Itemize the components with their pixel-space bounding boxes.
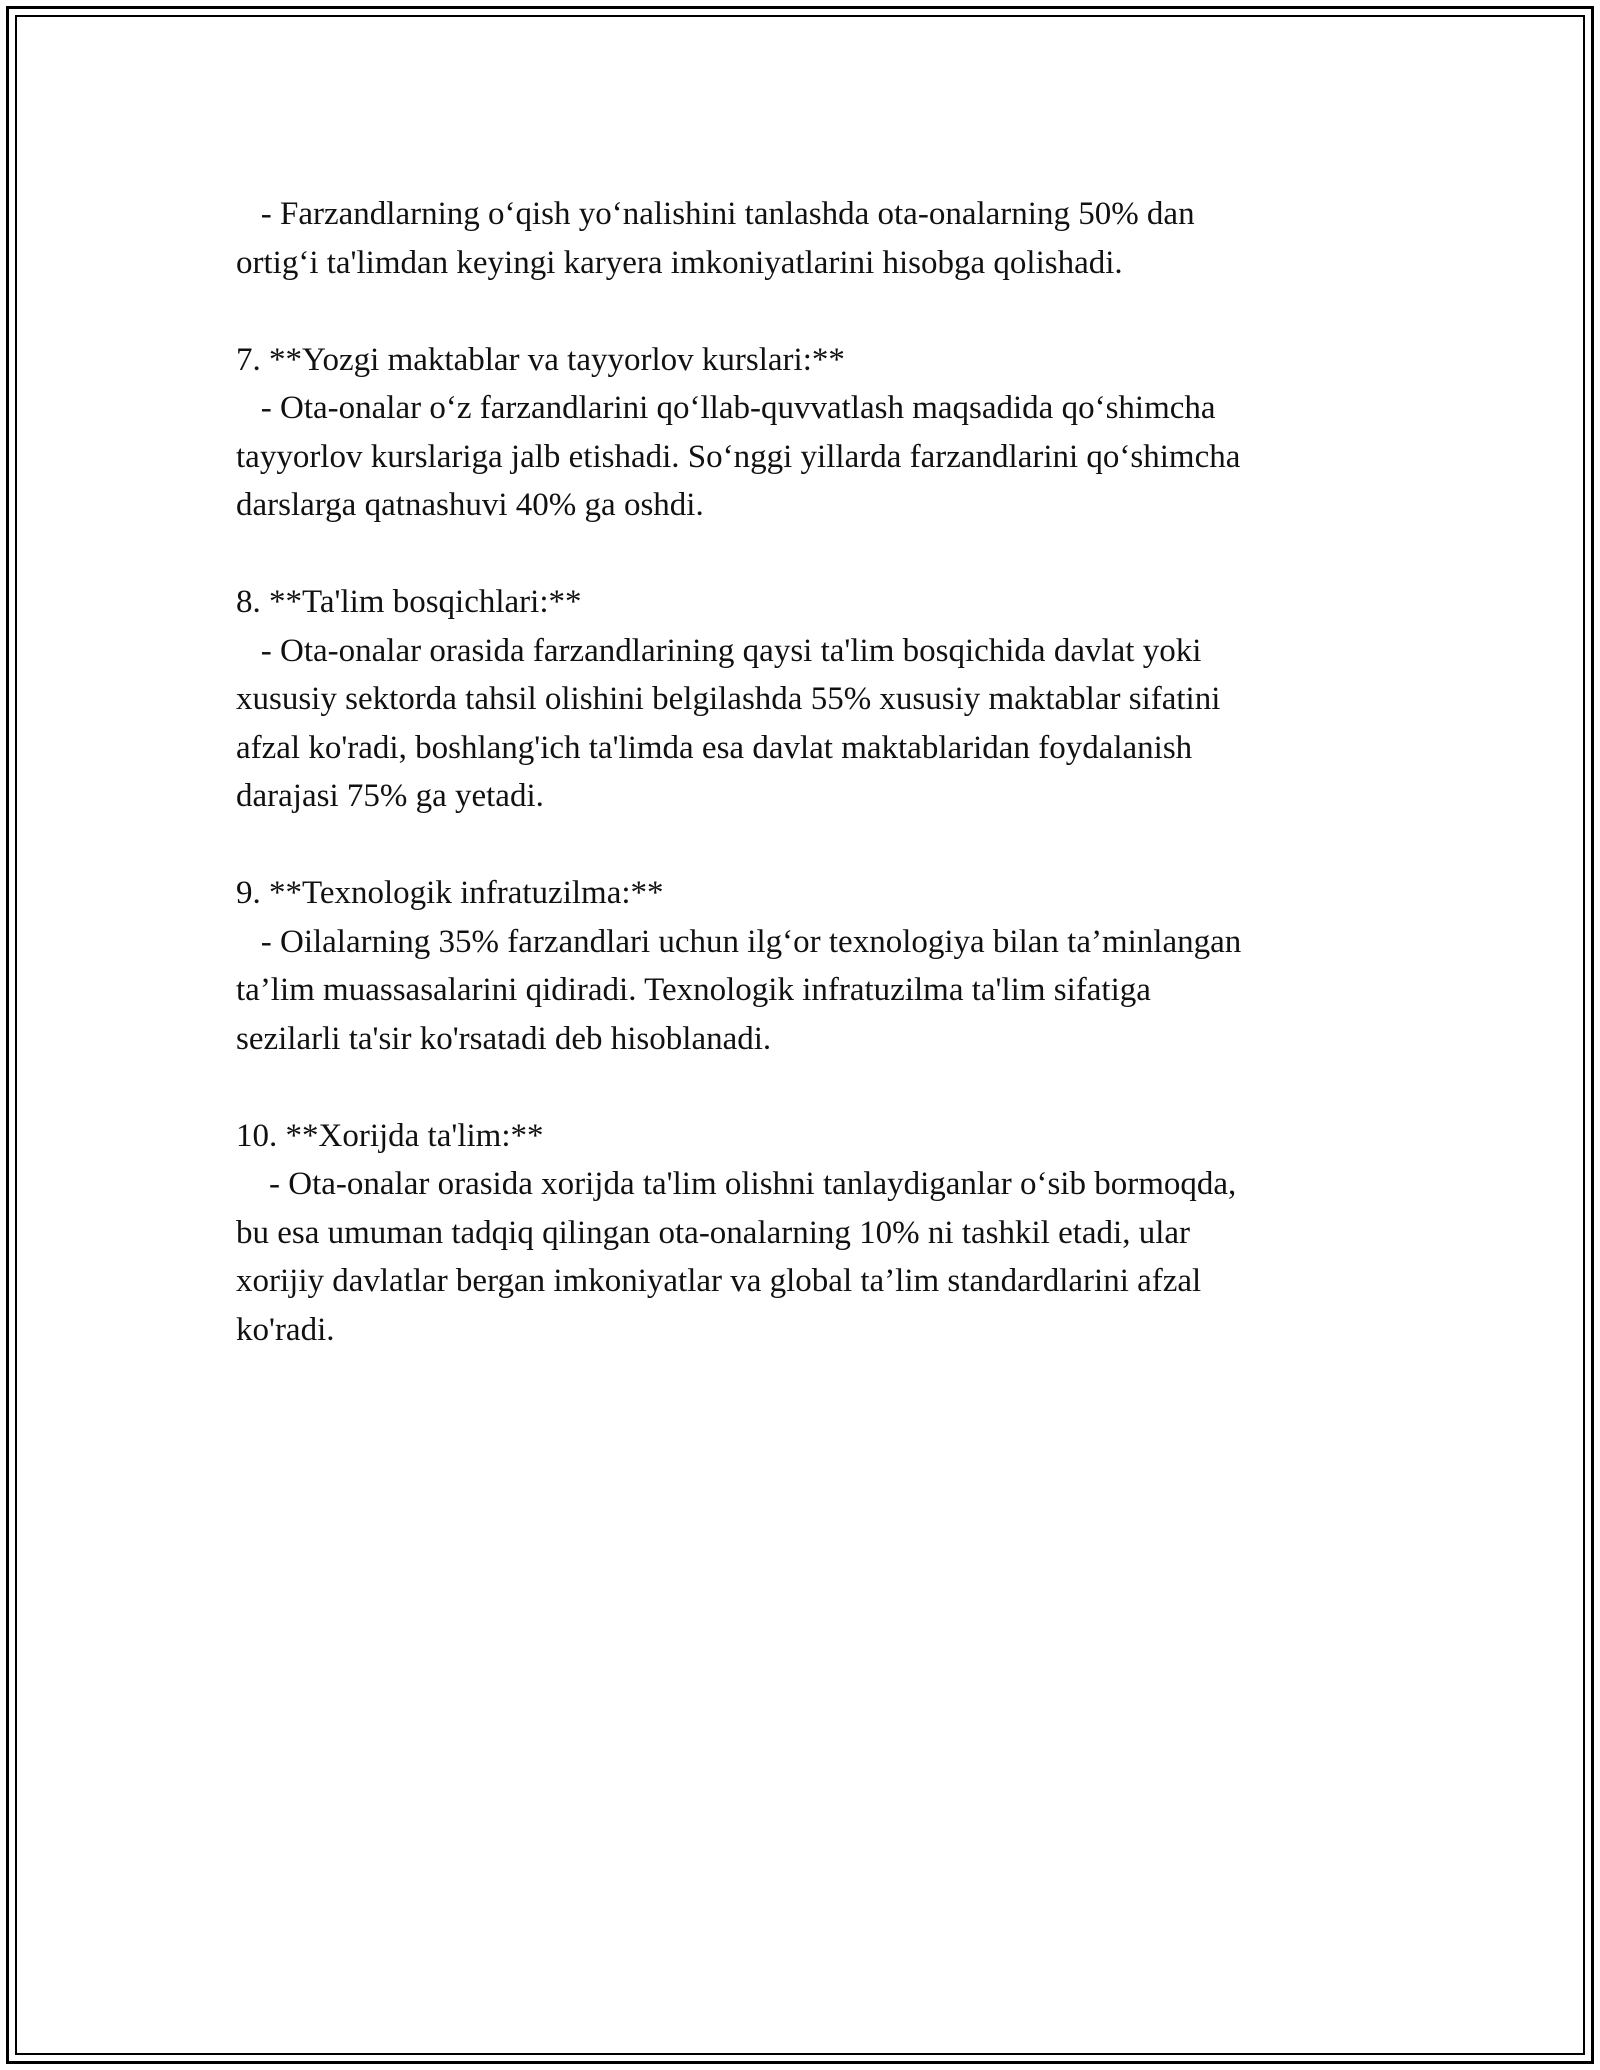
intro-bullet-line-1: - Farzandlarning o‘qish yo‘nalishini tanlashda ota-onalarning 50% dan: [236, 196, 1195, 232]
section-10-heading: 10. **Xorijda ta'lim:**: [236, 1117, 544, 1154]
section-7-line-2: tayyorlov kurslariga jalb etishadi. So‘nggi yillarda farzandlarini qo‘shimcha: [236, 438, 1241, 475]
section-10-line-3: xorijiy davlatlar bergan imkoniyatlar va global ta’lim standardlarini afzal: [236, 1263, 1202, 1299]
section-10-line-2: bu esa umuman tadqiq qilingan ota-onalarning 10% ni tashkil etadi, ular: [236, 1214, 1191, 1251]
section-9-line-2: ta’lim muassasalarini qidiradi. Texnologik infratuzilma ta'lim sifatiga: [236, 972, 1151, 1008]
section-8: [236, 578, 1416, 821]
section-8-heading: 8. **Ta'lim bosqichlari:**: [236, 584, 582, 620]
section-7: [236, 336, 1416, 530]
section-8-line-3: afzal ko'radi, boshlang'ich ta'limda esa davlat maktablaridan foydalanish: [236, 729, 1193, 766]
blank-line: [236, 530, 1416, 579]
section-7-line-1: - Ota-onalar o‘z farzandlarini qo‘llab-quvvatlash maqsadida qo‘shimcha: [236, 390, 1216, 426]
intro-bullet-block: [236, 190, 1416, 287]
section-9: [236, 869, 1416, 1063]
section-10-line-4: ko'radi.: [236, 1311, 335, 1348]
intro-bullet-line-2: ortig‘i ta'limdan keyingi karyera imkoniyatlarini hisobga qolishadi.: [236, 244, 1123, 281]
blank-line: [236, 821, 1416, 870]
section-10: [236, 1112, 1416, 1355]
document-body: [236, 190, 1416, 1354]
blank-line: [236, 287, 1416, 336]
section-7-heading: 7. **Yozgi maktablar va tayyorlov kurslari:**: [236, 341, 845, 378]
section-9-line-1: - Oilalarning 35% farzandlari uchun ilg‘or texnologiya bilan ta’minlangan: [236, 923, 1242, 960]
section-10-line-1: - Ota-onalar orasida xorijda ta'lim olishni tanlaydiganlar o‘sib bormoqda,: [236, 1166, 1237, 1202]
section-9-line-3: sezilarli ta'sir ko'rsatadi deb hisoblanadi.: [236, 1020, 772, 1057]
blank-line: [236, 1063, 1416, 1112]
section-9-heading: 9. **Texnologik infratuzilma:**: [236, 875, 664, 911]
section-7-line-3: darslarga qatnashuvi 40% ga oshdi.: [236, 487, 704, 523]
section-8-line-4: darajasi 75% ga yetadi.: [236, 778, 544, 814]
section-8-line-1: - Ota-onalar orasida farzandlarining qaysi ta'lim bosqichida davlat yoki: [236, 632, 1202, 669]
section-8-line-2: xususiy sektorda tahsil olishini belgilashda 55% xususiy maktablar sifatini: [236, 681, 1221, 717]
